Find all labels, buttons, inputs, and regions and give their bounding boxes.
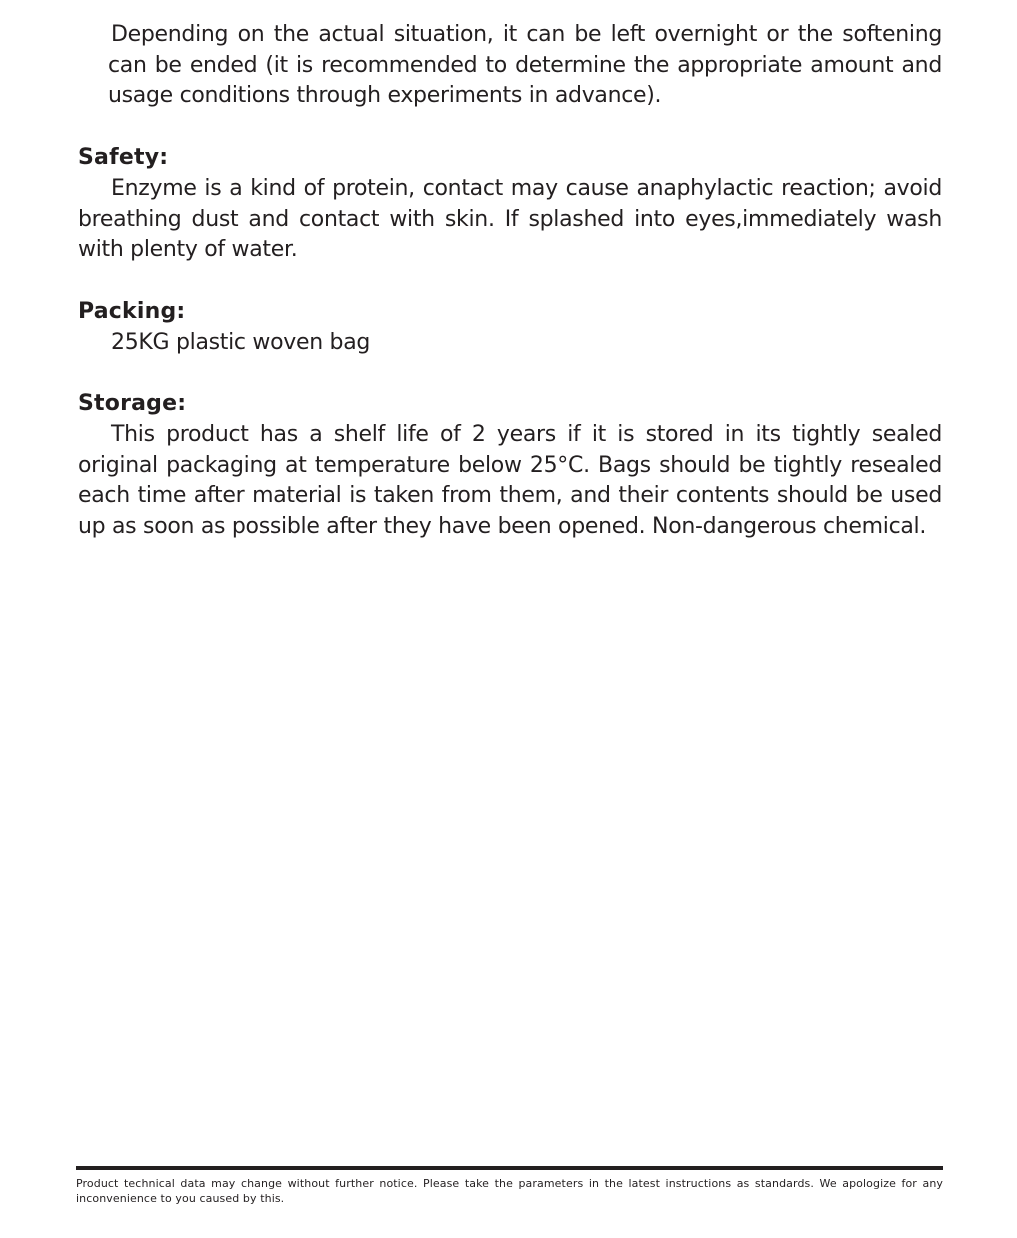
page-footer bbox=[76, 1166, 943, 1206]
footer-notice: Product technical data may change without further notice. Please take the parameters in the latest instructions as standards. We apologize for any inconvenience to you caused by this. bbox=[76, 1177, 943, 1205]
document-page bbox=[78, 20, 942, 543]
safety-heading: Safety: bbox=[78, 145, 169, 171]
safety-paragraph: Enzyme is a kind of protein, contact may cause anaphylactic reaction; avoid breathing dust and contact with skin. If splashed into eyes,immediately wash with plenty of water. bbox=[78, 175, 942, 263]
safety-section bbox=[78, 143, 942, 266]
storage-section bbox=[78, 389, 942, 543]
packing-paragraph: 25KG plastic woven bag bbox=[111, 329, 371, 355]
footer-divider bbox=[76, 1166, 943, 1170]
packing-heading: Packing: bbox=[78, 298, 186, 324]
storage-heading: Storage: bbox=[78, 391, 187, 417]
intro-paragraph: Depending on the actual situation, it can be left overnight or the softening can be ended (it is recommended to determine the appropriate amount and usage conditions through experiments in advance). bbox=[108, 22, 942, 109]
section-gap bbox=[78, 112, 942, 143]
packing-section bbox=[78, 297, 942, 358]
section-gap bbox=[78, 266, 942, 297]
section-gap bbox=[78, 358, 942, 389]
storage-paragraph: This product has a shelf life of 2 years if it is stored in its tightly sealed original packaging at temperature below 25°C. Bags should be tightly resealed each time after material is taken from them, and their contents should be used up as soon as possible after they have been opened. Non-dangerous chemical. bbox=[78, 422, 942, 540]
